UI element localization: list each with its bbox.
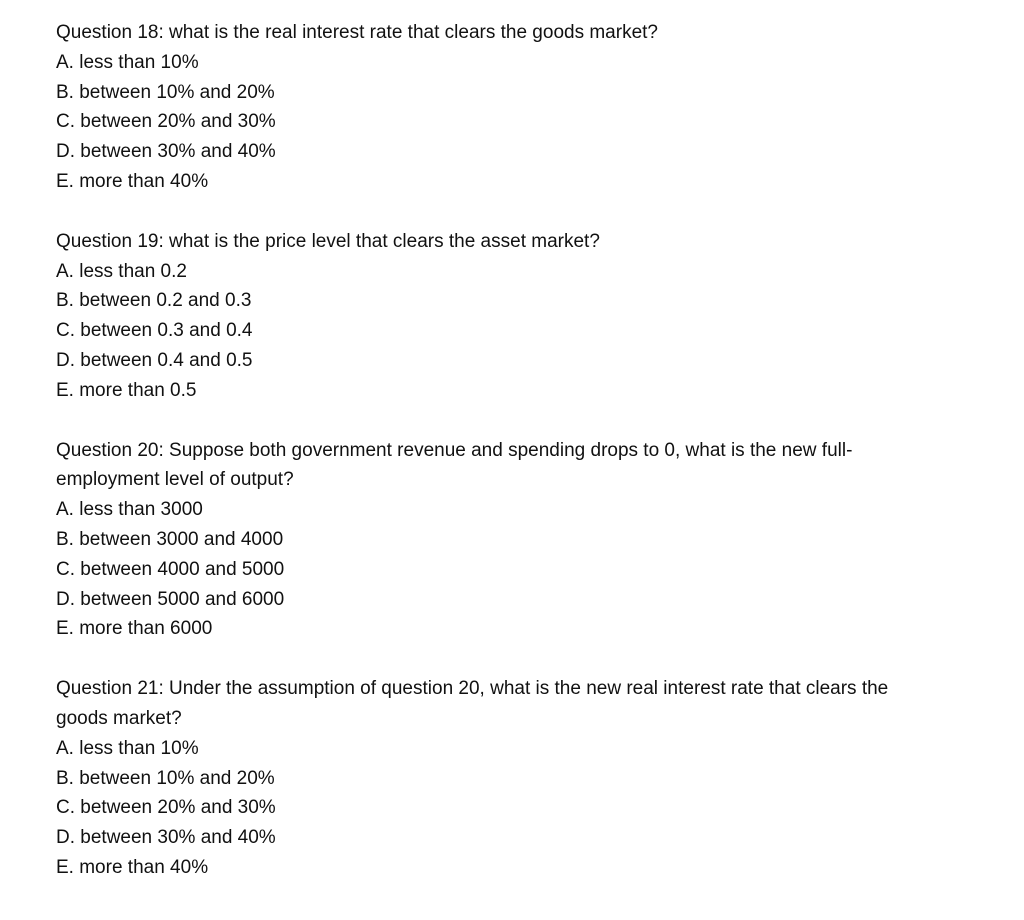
answer-option-c: C. between 0.3 and 0.4: [56, 320, 253, 342]
answer-option-a: A. less than 3000: [56, 499, 203, 521]
document: [56, 18, 956, 913]
question-prompt: Question 21: Under the assumption of question 20, what is the new real interest rate that clears the goods market?: [56, 678, 889, 729]
answer-option-a: A. less than 10%: [56, 737, 199, 759]
question-20: [56, 436, 956, 645]
answer-option-b: B. between 3000 and 4000: [56, 528, 284, 550]
answer-option-e: E. more than 6000: [56, 618, 213, 640]
answer-option-b: B. between 10% and 20%: [56, 81, 275, 103]
answer-option-b: B. between 0.2 and 0.3: [56, 290, 252, 312]
question-prompt: Question 19: what is the price level that clears the asset market?: [56, 230, 600, 252]
answer-option-e: E. more than 0.5: [56, 379, 197, 401]
question-18: [56, 18, 956, 197]
answer-option-a: A. less than 10%: [56, 51, 199, 73]
answer-option-c: C. between 20% and 30%: [56, 111, 276, 133]
answer-option-d: D. between 30% and 40%: [56, 827, 276, 849]
question-19: [56, 227, 956, 406]
question-prompt: Question 18: what is the real interest rate that clears the goods market?: [56, 22, 658, 43]
question-21: [56, 674, 956, 883]
question-prompt: Question 20: Suppose both government revenue and spending drops to 0, what is the new full-employment level of output?: [56, 439, 853, 491]
answer-option-b: B. between 10% and 20%: [56, 767, 275, 789]
answer-option-c: C. between 20% and 30%: [56, 797, 276, 819]
answer-option-d: D. between 30% and 40%: [56, 141, 276, 163]
answer-option-a: A. less than 0.2: [56, 260, 187, 282]
answer-option-d: D. between 5000 and 6000: [56, 588, 285, 610]
answer-option-c: C. between 4000 and 5000: [56, 558, 285, 580]
answer-option-e: E. more than 40%: [56, 856, 209, 878]
answer-option-e: E. more than 40%: [56, 170, 209, 192]
answer-option-d: D. between 0.4 and 0.5: [56, 349, 253, 371]
